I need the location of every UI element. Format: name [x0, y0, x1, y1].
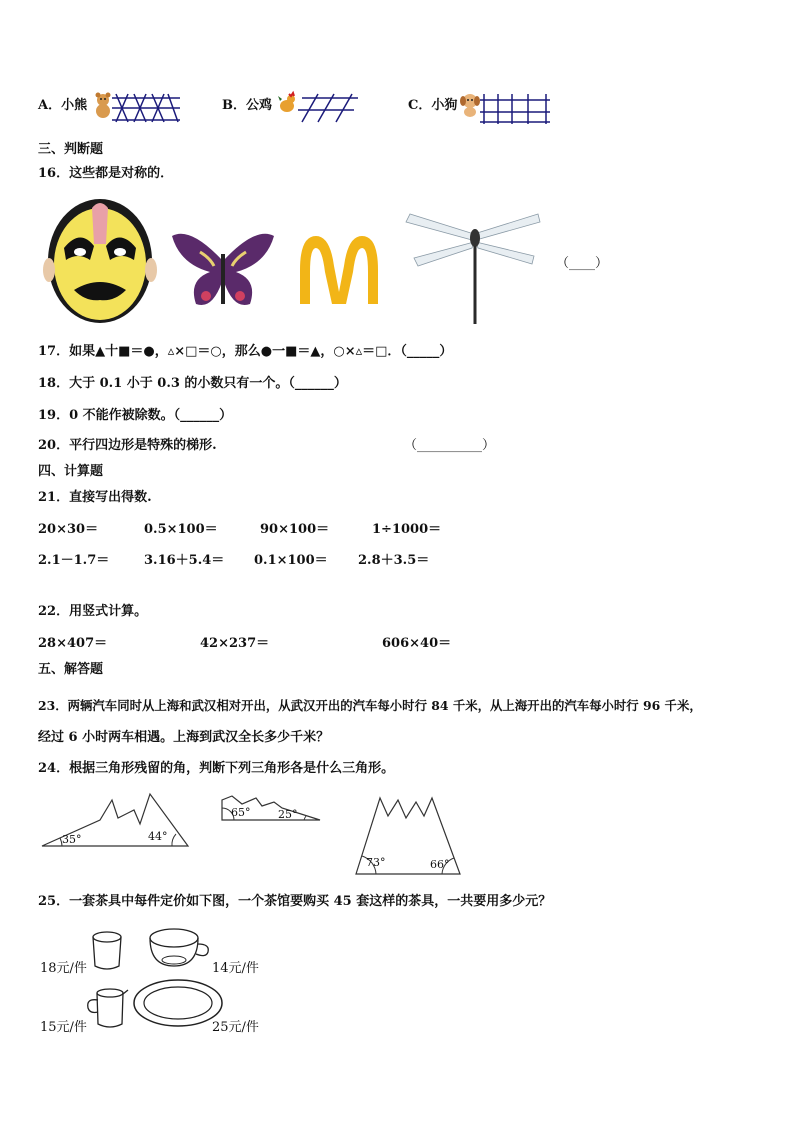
- slanted-lines-b: [296, 92, 360, 124]
- teacup-price: 14元/件: [212, 961, 259, 976]
- option-c-label: C．小狗: [408, 98, 458, 113]
- section-5-heading: 五、解答题: [38, 662, 104, 677]
- q21-item: 20×30＝: [38, 522, 99, 537]
- q22-title: 22．用竖式计算。: [38, 604, 148, 619]
- triangle-1-angle-left: 35°: [62, 833, 82, 846]
- teacup-image: [146, 926, 212, 970]
- triangle-2-angle-right: 25°: [278, 808, 298, 821]
- diagonal-grid-a: [112, 92, 182, 124]
- plate-image: [132, 978, 224, 1028]
- section-3-heading: 三、判断题: [38, 142, 104, 157]
- plate-price: 25元/件: [212, 1020, 259, 1035]
- option-a-label: A．小熊: [38, 98, 88, 113]
- bear-icon: [92, 92, 114, 122]
- q21-item: 3.16＋5.4＝: [144, 553, 225, 568]
- q21-item: 0.5×100＝: [144, 522, 218, 537]
- q22-item: 28×407＝: [38, 636, 108, 651]
- q22-item: 42×237＝: [200, 636, 270, 651]
- q20-answer-bracket[interactable]: （__________）: [404, 438, 496, 453]
- square-grid-c: [480, 92, 552, 124]
- q16-text: 16．这些都是对称的．: [38, 166, 174, 181]
- q25-title: 25．一套茶具中每件定价如下图，一个茶馆要购买 45 套这样的茶具，一共要用多少元？: [38, 894, 552, 909]
- q21-item: 0.1×100＝: [254, 553, 328, 568]
- q20-text: 20．平行四边形是特殊的梯形.: [38, 438, 217, 453]
- q17-text: 17．如果▲十■＝●，▵×□＝○，那么●一■＝▲，○×▵＝□．（_____）: [38, 344, 453, 359]
- q21-title: 21．直接写出得数.: [38, 490, 152, 505]
- q23-line1: 23．两辆汽车同时从上海和武汉相对开出，从武汉开出的汽车每小时行 84 千米，从上海开出的汽车每小时行 96 千米，: [38, 698, 702, 713]
- triangle-2-angle-left: 65°: [231, 806, 251, 819]
- jug-price: 15元/件: [40, 1020, 87, 1035]
- triangle-3-angle-left: 73°: [366, 856, 386, 869]
- butterfly-image: [170, 230, 276, 314]
- q18-text: 18．大于 0.1 小于 0.3 的小数只有一个。（______）: [38, 376, 347, 391]
- q21-item: 2.8＋3.5＝: [358, 553, 430, 568]
- rooster-icon: [277, 93, 297, 119]
- q21-item: 90×100＝: [260, 522, 330, 537]
- golden-arches-logo: [296, 232, 382, 306]
- q21-item: 2.1－1.7＝: [38, 553, 110, 568]
- jug-image: [84, 986, 128, 1030]
- section-4-heading: 四、计算题: [38, 464, 104, 479]
- opera-mask-image: [44, 198, 156, 324]
- option-b-label: B．公鸡: [222, 98, 272, 113]
- cup-image: [90, 930, 126, 972]
- q19-text: 19．0 不能作被除数。（______）: [38, 408, 233, 423]
- triangle-3-angle-right: 66°: [430, 858, 450, 871]
- q24-title: 24．根据三角形残留的角，判断下列三角形各是什么三角形。: [38, 761, 395, 776]
- triangle-1-angle-right: 44°: [148, 830, 168, 843]
- cup-price: 18元/件: [40, 961, 87, 976]
- q16-answer-bracket[interactable]: （____）: [556, 256, 609, 271]
- q21-item: 1÷1000＝: [372, 522, 442, 537]
- dog-icon: [459, 92, 481, 122]
- dragonfly-image: [404, 210, 542, 326]
- q23-line2: 经过 6 小时两车相遇。上海到武汉全长多少千米？: [38, 730, 330, 745]
- q22-item: 606×40＝: [382, 636, 452, 651]
